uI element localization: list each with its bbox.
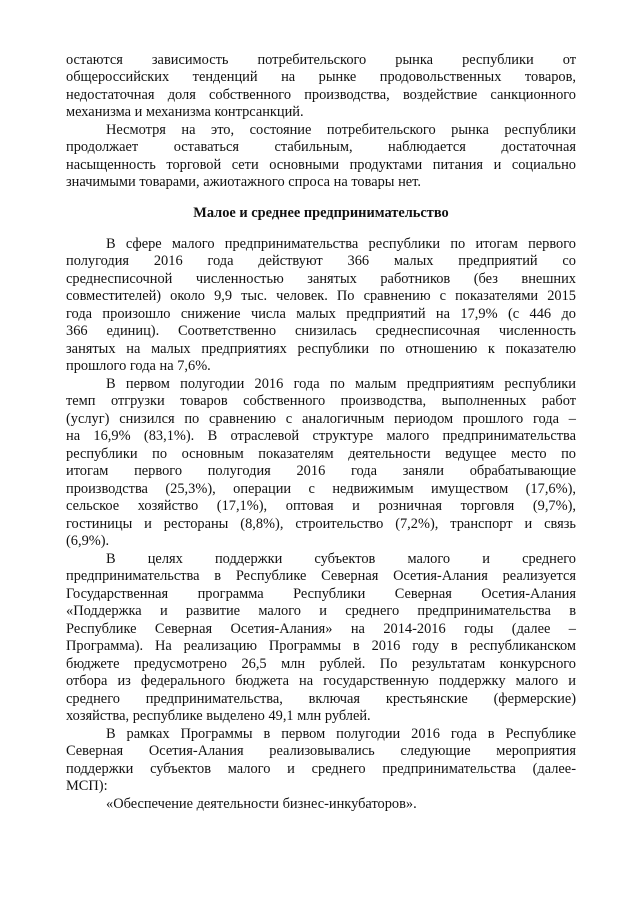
text-line: В рамках Программы в первом полугодии 2016 года в Республике bbox=[106, 726, 576, 742]
text-line: В целях поддержки субъектов малого и среднего bbox=[106, 551, 576, 567]
text-line: темп отгрузки товаров собственного производства, выполненных работ bbox=[66, 393, 576, 409]
text-line: механизма и механизма контрсанкций. bbox=[66, 104, 304, 120]
text-line: МСП): bbox=[66, 778, 108, 794]
text-line: полугодия 2016 года действуют 366 малых предприятий со bbox=[66, 253, 576, 269]
text-line: 366 единиц). Соответственно снизилась среднесписочная численность bbox=[66, 323, 576, 339]
text-line: недостаточная доля собственного производства, воздействие санкционного bbox=[66, 87, 576, 103]
text-line: итогам первого полугодия 2016 года заняли обрабатывающие bbox=[66, 463, 576, 479]
text-line: сельское хозяйство (17,1%), оптовая и розничная торговля (9,7%), bbox=[66, 498, 576, 514]
text-line: среднего предпринимательства, включая крестьянские (фермерские) bbox=[66, 691, 576, 707]
text-line: Программа). На реализацию Программы в 2016 году в республиканском bbox=[66, 638, 576, 654]
text-line: Несмотря на это, состояние потребительского рынка республики bbox=[106, 122, 576, 138]
text-line: (6,9%). bbox=[66, 533, 110, 549]
text-line: значимыми товарами, ажиотажного спроса на товары нет. bbox=[66, 174, 421, 190]
text-line: (услуг) снизился по сравнению с аналогичным периодом прошлого года – bbox=[66, 411, 576, 427]
text-line: отбора из федерального бюджета на государственную поддержку малого и bbox=[66, 673, 576, 689]
text-line: на 16,9% (83,1%). В отраслевой структуре малого предпринимательства bbox=[66, 428, 576, 444]
text-line: производства (25,3%), операции с недвижимым имуществом (17,6%), bbox=[66, 481, 576, 497]
text-line: продолжает оставаться стабильным, наблюдается достаточная bbox=[66, 139, 576, 155]
text-line: среднесписочной численностью занятых работников (без внешних bbox=[66, 271, 576, 287]
text-line: бюджете предусмотрено 26,5 млн рублей. По результатам конкурсного bbox=[66, 656, 576, 672]
text-line: занятых на малых предприятиях республики по отношению к показателю bbox=[66, 341, 576, 357]
text-line: В сфере малого предпринимательства республики по итогам первого bbox=[106, 236, 576, 252]
section-heading: Малое и среднее предпринимательство bbox=[193, 205, 449, 221]
text-line: остаются зависимость потребительского рынка республики от bbox=[66, 52, 576, 68]
text-line: гостиницы и рестораны (8,8%), строительство (7,2%), транспорт и связь bbox=[66, 516, 576, 532]
text-line: совместителей) около 9,9 тыс. человек. По сравнению с показателями 2015 bbox=[66, 288, 576, 304]
text-line: насыщенность торговой сети основными продуктами питания и социально bbox=[66, 157, 576, 173]
text-line: предпринимательства в Республике Северная Осетия-Алания реализуется bbox=[66, 568, 576, 584]
text-line: республики по основным показателям деятельности ведущее место по bbox=[66, 446, 576, 462]
text-line: В первом полугодии 2016 года по малым предприятиям республики bbox=[106, 376, 576, 392]
text-line: общероссийских тенденций на рынке продовольственных товаров, bbox=[66, 69, 576, 85]
text-line: Государственная программа Республики Северная Осетия-Алания bbox=[66, 586, 576, 602]
text-line: Республике Северная Осетия-Алания» на 2014-2016 годы (далее – bbox=[66, 621, 576, 637]
text-line: поддержки субъектов малого и среднего предпринимательства (далее- bbox=[66, 761, 576, 777]
text-line: прошлого года на 7,6%. bbox=[66, 358, 211, 374]
text-line: «Поддержка и развитие малого и среднего предпринимательства в bbox=[66, 603, 576, 619]
text-line: года произошло снижение числа малых предприятий на 17,9% (с 446 до bbox=[66, 306, 576, 322]
text-line: «Обеспечение деятельности бизнес-инкубаторов». bbox=[106, 796, 417, 812]
text-line: хозяйства, республике выделено 49,1 млн рублей. bbox=[66, 708, 371, 724]
text-line: Северная Осетия-Алания реализовывались следующие мероприятия bbox=[66, 743, 576, 759]
